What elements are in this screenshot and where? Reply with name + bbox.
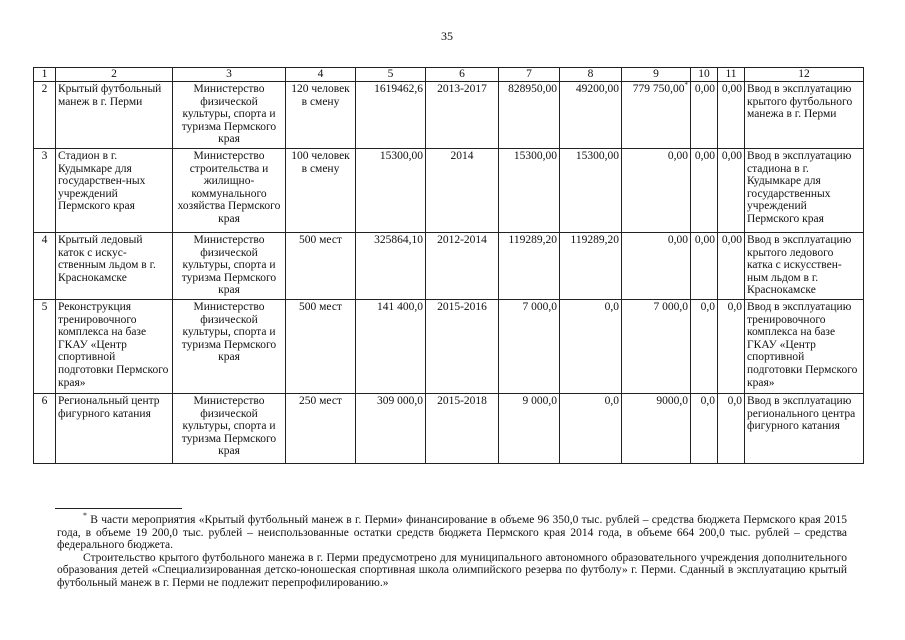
cell-text: 2015-2018: [437, 394, 487, 407]
cell-text: 5: [41, 300, 48, 313]
cell-text: Ввод в эксплуатацию крытого футбольного манежа в г. Перми: [747, 83, 853, 121]
cell-c9: [622, 148, 691, 232]
cell-text: 0,0: [604, 394, 619, 407]
cell-text: Реконструкция тренировочного комплекса на базе ГКАУ «Центр спортивной подготовки Пермского края»: [58, 300, 169, 389]
cell-c10: [691, 299, 718, 393]
cell-c9: [622, 393, 691, 463]
cell-capacity: [286, 82, 356, 149]
cell-text: 141 400,0: [377, 300, 423, 313]
cell-result: [745, 148, 864, 232]
header-cell: 2: [56, 68, 173, 82]
cell-text: Ввод в эксплуатацию крытого ледового катка с искусствен-ным льдом в г. Краснокамске: [747, 233, 852, 297]
cell-c8: [560, 232, 622, 299]
cell-result: [745, 82, 864, 149]
cell-c7: [499, 232, 560, 299]
cell-text: 0,00: [721, 233, 742, 246]
cell-c10: [691, 393, 718, 463]
cell-c10: [691, 82, 718, 149]
cell-text: 779 750,00: [632, 83, 685, 95]
cell-ministry: [173, 82, 286, 149]
cell-result: [745, 232, 864, 299]
cell-text: 0,0: [727, 394, 742, 407]
cell-c11: [718, 148, 745, 232]
cell-name: [56, 393, 173, 463]
cell-text: 500 мест: [299, 233, 342, 246]
objects-table: [33, 67, 864, 464]
cell-text: 119289,20: [570, 233, 619, 246]
cell-text: Министерство физической культуры, спорта и туризма Пермского края: [181, 83, 277, 146]
cell-text: Ввод в эксплуатацию регионального центра фигурного катания: [747, 394, 856, 433]
table-row: [34, 232, 864, 299]
cell-text: Региональный центр фигурного катания: [58, 394, 160, 420]
footnote-1-text: В части мероприятия «Крытый футбольный манеж в г. Перми» финансирование в объеме 96 350,0 тыс. рублей – средства бюджета Пермского края 2015 года, в объеме 19 200,0 тыс. рублей – неиспользованные остатки средств бюджета Пермского края 2014 года, в объеме 664 200,0 тыс. рублей – средства федерального бюджета.: [57, 514, 847, 552]
cell-text: Министерство физической культуры, спорта и туризма Пермского края: [181, 300, 277, 364]
cell-text: Крытый ледовый каток с искус-ственным льдом в г. Краснокамске: [58, 233, 156, 284]
header-cell: 1: [34, 68, 56, 82]
footnotes: [57, 511, 847, 590]
cell-text: 100 человек в смену: [291, 149, 350, 175]
cell-result: [745, 393, 864, 463]
cell-text: 2015-2016: [437, 300, 487, 313]
header-cell: 12: [745, 68, 864, 82]
cell-text: 9 000,0: [522, 394, 557, 407]
footnote-2: Строительство крытого футбольного манежа в г. Перми предусмотрено для муниципального автономного образовательного учреждения дополнительного образования детей «Специализированная детско-юношеская спортивная школа олимпийского резерва по футболу» г. Перми. Сданный в эксплуатацию крытый футбольный манеж в г. Перми не подлежит перепрофилированию.»: [57, 551, 847, 589]
table-row: [34, 393, 864, 463]
cell-text: 9000,0: [656, 394, 688, 407]
cell-text: 0,00: [694, 83, 715, 95]
header-cell: 3: [173, 68, 286, 82]
cell-cost: [356, 148, 426, 232]
cell-c7: [499, 393, 560, 463]
cell-text: 49200,00: [575, 83, 619, 95]
cell-text: 250 мест: [299, 394, 342, 407]
cell-name: [56, 299, 173, 393]
cell-text: 7 000,0: [653, 300, 688, 313]
cell-result: [745, 299, 864, 393]
cell-num: [34, 148, 56, 232]
cell-text: 15300,00: [513, 149, 557, 162]
header-cell: 6: [426, 68, 499, 82]
cell-c9: [622, 82, 691, 149]
cell-ministry: [173, 299, 286, 393]
cell-period: [426, 232, 499, 299]
cell-period: [426, 82, 499, 149]
cell-c11: [718, 393, 745, 463]
cell-text: 6: [41, 394, 48, 407]
header-cell: 11: [718, 68, 745, 82]
table-row: [34, 82, 864, 149]
cell-num: [34, 393, 56, 463]
cell-text: 0,00: [721, 83, 742, 95]
cell-period: [426, 299, 499, 393]
cell-text: 15300,00: [575, 149, 619, 162]
header-cell: 5: [356, 68, 426, 82]
cell-text: 2: [41, 83, 48, 95]
cell-name: [56, 232, 173, 299]
cell-cost: [356, 232, 426, 299]
cell-capacity: [286, 393, 356, 463]
cell-num: [34, 232, 56, 299]
cell-c9: [622, 299, 691, 393]
cell-num: [34, 299, 56, 393]
header-cell: 4: [286, 68, 356, 82]
cell-text: 119289,20: [508, 233, 557, 246]
cell-text: 309 000,0: [377, 394, 423, 407]
cell-text: Министерство физической культуры, спорта и туризма Пермского края: [181, 394, 277, 458]
cell-c8: [560, 82, 622, 149]
cell-c8: [560, 393, 622, 463]
footnote-marker: *: [684, 81, 688, 90]
cell-text: 2014: [450, 149, 474, 162]
cell-text: 828950,00: [508, 83, 557, 95]
cell-c7: [499, 148, 560, 232]
cell-c7: [499, 299, 560, 393]
cell-text: Крытый футбольный манеж в г. Перми: [58, 83, 162, 108]
cell-period: [426, 148, 499, 232]
cell-c7: [499, 82, 560, 149]
cell-text: 0,0: [604, 300, 619, 313]
cell-text: Стадион в г. Кудымкаре для государствен-ных учреждений Пермского края: [58, 149, 146, 213]
cell-text: 7 000,0: [522, 300, 557, 313]
cell-c11: [718, 299, 745, 393]
cell-period: [426, 393, 499, 463]
cell-cost: [356, 393, 426, 463]
cell-cost: [356, 82, 426, 149]
header-cell: 10: [691, 68, 718, 82]
cell-text: 2013-2017: [437, 83, 487, 95]
cell-text: 0,00: [667, 149, 688, 162]
cell-text: 15300,00: [379, 149, 423, 162]
cell-name: [56, 82, 173, 149]
cell-c8: [560, 148, 622, 232]
cell-text: 0,00: [721, 149, 742, 162]
cell-name: [56, 148, 173, 232]
cell-text: 120 человек в смену: [291, 83, 350, 108]
page-number: 35: [441, 29, 453, 43]
cell-text: 325864,10: [374, 233, 423, 246]
cell-c11: [718, 232, 745, 299]
cell-text: 2012-2014: [437, 233, 487, 246]
cell-text: 4: [41, 233, 48, 246]
footnote-1: [57, 511, 847, 552]
cell-c8: [560, 299, 622, 393]
cell-text: Ввод в эксплуатацию стадиона в г. Кудымкаре для государственных учреждений Пермского края: [747, 149, 852, 225]
cell-ministry: [173, 393, 286, 463]
header-cell: 7: [499, 68, 560, 82]
cell-text: 0,0: [700, 300, 715, 313]
cell-text: 3: [41, 149, 48, 162]
cell-num: [34, 82, 56, 149]
cell-text: 0,0: [700, 394, 715, 407]
cell-text: Министерство физической культуры, спорта и туризма Пермского края: [181, 233, 277, 297]
footnote-mark: *: [83, 511, 87, 521]
cell-capacity: [286, 232, 356, 299]
cell-ministry: [173, 232, 286, 299]
header-cell: 9: [622, 68, 691, 82]
footnote-separator: [55, 508, 182, 509]
cell-text: 0,00: [694, 233, 715, 246]
cell-c10: [691, 232, 718, 299]
cell-text: Министерство строительства и жилищно-коммунального хозяйства Пермского края: [177, 149, 281, 225]
table-header-row: [34, 68, 864, 82]
table-row: [34, 148, 864, 232]
cell-c10: [691, 148, 718, 232]
cell-capacity: [286, 299, 356, 393]
cell-text: 1619462,6: [374, 83, 423, 95]
header-cell: 8: [560, 68, 622, 82]
table-row: [34, 299, 864, 393]
cell-text: 0,0: [727, 300, 742, 313]
cell-c9: [622, 232, 691, 299]
cell-capacity: [286, 148, 356, 232]
cell-text: 500 мест: [299, 300, 342, 313]
cell-c11: [718, 82, 745, 149]
cell-text: Ввод в эксплуатацию тренировочного комплекса на базе ГКАУ «Центр спортивной подготовки Пермского края»: [747, 300, 858, 389]
cell-ministry: [173, 148, 286, 232]
cell-text: 0,00: [694, 149, 715, 162]
cell-text: 0,00: [667, 233, 688, 246]
cell-cost: [356, 299, 426, 393]
